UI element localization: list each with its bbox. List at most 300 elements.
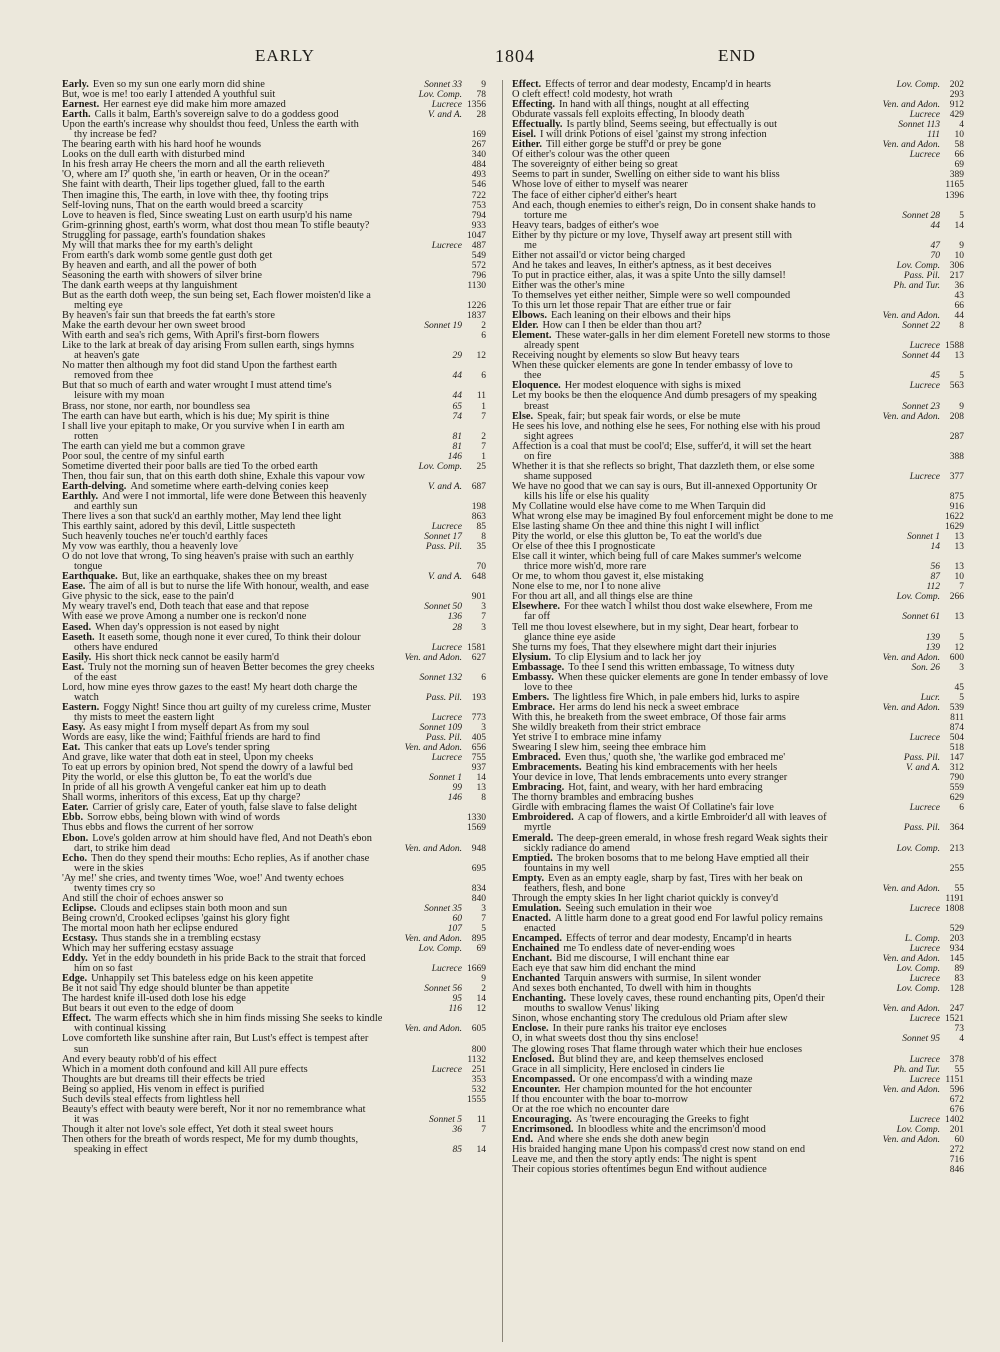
line-number: 55: [954, 1064, 964, 1075]
line-number: 55: [954, 883, 964, 894]
headword: Echo.: [62, 852, 88, 864]
line-number: 10: [954, 250, 964, 261]
source-reference: 44: [930, 220, 940, 231]
quotation-text: Or else of thee this I prognosticate: [512, 541, 656, 553]
quotation-text: of the east: [74, 671, 117, 683]
concordance-line: [512, 602, 960, 612]
line-number: 1191: [945, 893, 964, 904]
quotation-text: thy mists to meet the eastern light: [74, 711, 215, 723]
quotation-text: Obdurate vassals fell exploits effecting, In bloody death: [512, 109, 745, 121]
headword: Eisel.: [512, 129, 536, 141]
quotation-text: Foggy Night! Since thou art guilty of my cureless crime, Muster: [103, 701, 371, 713]
headword: Else.: [512, 410, 534, 422]
quotation-text: This canker that eats up Love's tender spring: [84, 742, 270, 754]
line-number: 755: [471, 753, 486, 764]
source-reference: 14: [930, 542, 940, 553]
source-reference: 139: [925, 642, 940, 653]
headword: Effect.: [512, 79, 542, 90]
quotation-text: Is partly blind, Seems seeing, but effectually is out: [566, 119, 777, 131]
line-number: 2: [481, 984, 486, 995]
source-reference: 44: [452, 391, 462, 402]
quotation-text: Like to the lark at break of day arising From sullen earth, sings hymns: [62, 340, 355, 352]
line-number: 2: [481, 321, 486, 332]
quotation-text: Though it alter not love's sole effect, Yet doth it steal sweet hours: [62, 1123, 334, 1135]
quotation-text: Truly not the morning sun of heaven Better becomes the grey cheeks: [88, 661, 375, 673]
concordance-line: [512, 442, 960, 452]
line-number: 484: [471, 160, 486, 171]
source-reference: Sonnet 23: [902, 401, 940, 412]
line-number: 7: [481, 1124, 486, 1135]
line-number: 378: [949, 1054, 964, 1065]
source-reference: Ven. and Adon.: [882, 954, 940, 965]
headword: Enchant.: [512, 953, 553, 965]
source-reference: Sonnet 1: [429, 773, 462, 784]
line-number: 9: [959, 401, 964, 412]
quotation-text: When these quicker elements are gone In tender embassy of love: [557, 671, 828, 683]
page-number: 1804: [495, 46, 535, 66]
line-number: 875: [949, 491, 964, 502]
source-reference: Lucrece: [909, 110, 940, 121]
quotation-text: And grave, like water that doth eat in steel, Upon my cheeks: [62, 752, 314, 764]
quotation-text: Till either gorge be stuff'd or prey be gone: [545, 139, 722, 151]
headword: East.: [62, 661, 85, 673]
quotation-text: Through the empty skies In her light chariot quickly is convey'd: [512, 892, 779, 904]
line-number: 518: [949, 743, 964, 754]
line-number: 1581: [467, 642, 486, 653]
line-number: 60: [954, 1134, 964, 1145]
source-reference: Lucrece: [431, 712, 462, 723]
headword: Encompassed.: [512, 1073, 576, 1085]
quotation-text: Which may her suffering ecstasy assuage: [62, 943, 234, 955]
line-number: 596: [949, 1084, 964, 1095]
quotation-text: Effects of terror and dear modesty, Encamp'd in hearts: [545, 79, 771, 90]
line-number: 405: [471, 733, 486, 744]
source-reference: Sonnet 44: [902, 351, 940, 362]
quotation-text: In hand with all things, nought at all effecting: [559, 99, 749, 111]
quotation-text: But bears it out even to the edge of doom: [62, 1003, 234, 1015]
headword: Embraced.: [512, 752, 561, 764]
source-reference: Lucrece: [909, 974, 940, 985]
quotation-text: Then, thou fair sun, that on this earth doth shine, Exhale this vapour vow: [62, 470, 366, 482]
source-reference: 28: [452, 622, 462, 633]
source-reference: Ven. and Adon.: [404, 1024, 462, 1035]
quotation-text: it was: [74, 1113, 99, 1125]
line-number: 388: [949, 451, 964, 462]
line-number: 1669: [467, 964, 486, 975]
line-number: 44: [954, 311, 964, 322]
line-number: 364: [949, 823, 964, 834]
quotation-text: Heavy tears, badges of either's woe: [512, 219, 659, 231]
source-reference: 70: [930, 250, 940, 261]
source-reference: Lucrece: [431, 1064, 462, 1075]
source-reference: Lucrece: [909, 803, 940, 814]
quotation-text: Either not assail'd or victor being charged: [512, 249, 686, 261]
quotation-text: Which in a moment doth confound and kill All pure effects: [62, 1063, 308, 1075]
running-head-right: END: [718, 46, 756, 65]
quotation-text: By heaven and earth, and all the power of both: [62, 259, 257, 271]
line-number: 1396: [945, 190, 964, 201]
concordance-line: [512, 914, 960, 924]
quotation-text: 'O, where am I?' quoth she, 'in earth or heaven, Or in the ocean?': [62, 169, 330, 181]
line-number: 201: [949, 1124, 964, 1135]
headword: Embracing.: [512, 782, 565, 794]
quotation-text: Love comforteth like sunshine after rain, But Lust's effect is tempest after: [62, 1033, 369, 1045]
line-number: 429: [949, 110, 964, 121]
line-number: 934: [949, 944, 964, 955]
line-number: 7: [481, 411, 486, 422]
source-reference: Lov. Comp.: [896, 984, 940, 995]
source-reference: Lov. Comp.: [418, 944, 462, 955]
source-reference: 146: [447, 793, 462, 804]
line-number: 266: [949, 592, 964, 603]
line-number: 3: [481, 723, 486, 733]
line-number: 10: [954, 130, 964, 141]
quotation-text: Seems to part in sunder, Swelling on either side to want his bliss: [512, 169, 780, 181]
quotation-text: Beating his kind embracements with her heels: [585, 762, 778, 774]
quotation-text: at heaven's gate: [74, 350, 140, 362]
line-number: 145: [949, 954, 964, 965]
line-number: 14: [954, 220, 964, 231]
quotation-text: thy increase be fed?: [74, 129, 157, 141]
line-number: 539: [949, 702, 964, 713]
quotation-text: love to thee: [524, 681, 573, 693]
line-number: 1047: [467, 230, 486, 241]
quotation-text: I shall live your epitaph to make, Or you survive when I in earth am: [62, 420, 345, 432]
quotation-text: Thoughts are but dreams till their effects be tried: [62, 1073, 265, 1085]
quotation-text: And were I not immortal, life were done Between this heavenly: [102, 490, 367, 502]
source-reference: Ven. and Adon.: [882, 1004, 940, 1015]
quotation-text: The broken bosoms that to me belong Have emptied all their: [556, 852, 809, 864]
quotation-text: My weary travel's end, Doth teach that ease and that repose: [62, 601, 309, 613]
line-number: 1521: [945, 1014, 964, 1025]
concordance-line: [62, 1034, 482, 1044]
line-number: 1569: [467, 823, 486, 834]
headword: Earthquake.: [62, 571, 118, 583]
headword: Easy.: [62, 722, 86, 733]
line-number: 78: [476, 90, 486, 101]
headword: Enacted.: [512, 912, 551, 924]
source-reference: Lucrece: [909, 150, 940, 161]
quotation-text: But as the earth doth weep, the sun being set, Each flower moisten'd like a: [62, 289, 371, 301]
quotation-text: Leave me, and then the story aptly ends: The night is spent: [512, 1154, 757, 1166]
quotation-text: He sees his love, and nothing else he sees, For nothing else with his proud: [512, 420, 821, 432]
quotation-text: Give physic to the sick, ease to the pain'd: [62, 591, 234, 603]
line-number: 11: [476, 1114, 486, 1125]
line-number: 846: [949, 1165, 964, 1176]
source-reference: Sonnet 22: [902, 321, 940, 332]
source-reference: Pass. Pil.: [425, 692, 462, 703]
headword: Embroidered.: [512, 812, 574, 824]
source-reference: Ven. and Adon.: [404, 933, 462, 944]
source-reference: Sonnet 132: [419, 672, 462, 683]
headword: Eclipse.: [62, 902, 97, 914]
source-reference: Ven. and Adon.: [882, 1134, 940, 1145]
quotation-text: Her modest eloquence with sighs is mixed: [564, 380, 741, 392]
quotation-text: fountains in my well: [524, 862, 610, 874]
line-number: 811: [950, 712, 964, 723]
quotation-text: Or one encompass'd with a winding maze: [579, 1073, 753, 1085]
quotation-text: And every beauty robb'd of his effect: [62, 1053, 217, 1065]
source-reference: 81: [452, 441, 462, 452]
quotation-text: rotten: [74, 430, 99, 442]
headword: Encamped.: [512, 932, 562, 944]
quotation-text: The sovereignty of either being so great: [512, 159, 678, 171]
source-reference: Son. 26: [911, 662, 940, 673]
line-number: 8: [959, 321, 964, 332]
headword: Elbows.: [512, 310, 547, 322]
quotation-text: As easy might I from myself depart As from my soul: [89, 722, 310, 733]
quotation-text: But that so much of earth and water wrought I must attend time's: [62, 380, 332, 392]
quotation-text: him on so fast: [74, 963, 133, 975]
source-reference: Pass. Pil.: [903, 823, 940, 834]
source-reference: Ven. and Adon.: [882, 702, 940, 713]
quotation-text: Poor soul, the centre of my sinful earth: [62, 450, 225, 462]
quotation-text: Sinon, whose enchanting story The credulous old Priam after slew: [512, 1013, 788, 1025]
source-reference: Sonnet 113: [898, 120, 940, 131]
quotation-text: With ease we prove Among a number one is reckon'd none: [62, 611, 307, 623]
line-number: 529: [949, 923, 964, 934]
quotation-text: With this, he breaketh from the sweet embrace, Of those fair arms: [512, 711, 786, 723]
quotation-text: As 'twere encouraging the Greeks to fight: [575, 1113, 750, 1125]
source-reference: 139: [925, 632, 940, 643]
concordance-line: [62, 291, 482, 301]
source-reference: Ven. and Adon.: [404, 743, 462, 754]
quotation-text: The thorny brambles and embracing bushes: [512, 792, 694, 804]
source-reference: Lucrece: [431, 964, 462, 975]
quotation-text: With earth and sea's rich gems, With April's first-born flowers: [62, 330, 320, 342]
headword: Enclose.: [512, 1023, 549, 1035]
quotation-text: thrice more wish'd, more rare: [524, 561, 647, 573]
source-reference: Lov. Comp.: [418, 461, 462, 472]
line-number: 5: [959, 210, 964, 221]
line-number: 9: [481, 974, 486, 985]
quotation-text: To clip Elysium and to lack her joy: [554, 651, 702, 663]
quotation-text: The earth can yield me but a common grave: [62, 440, 245, 452]
line-number: 1622: [945, 512, 964, 523]
source-reference: 87: [930, 572, 940, 583]
quotation-text: The earth can have but earth, which is his due; My spirit is thine: [62, 410, 330, 422]
source-reference: Lucrece: [909, 944, 940, 955]
source-reference: Pass. Pil.: [425, 542, 462, 553]
source-reference: Lucrece: [909, 381, 940, 392]
quotation-text: Even so my sun one early morn did shine: [92, 79, 265, 90]
concordance-line: [62, 1143, 486, 1155]
line-number: 128: [949, 984, 964, 995]
quotation-text: Seasoning the earth with showers of silver brine: [62, 269, 262, 281]
source-reference: Lucrece: [909, 1114, 940, 1125]
headword: Eased.: [62, 621, 92, 633]
quotation-text: Swearing I slew him, seeing thee embrace him: [512, 742, 706, 754]
quotation-text: kills his life or else his quality: [524, 490, 650, 502]
headword: Eater.: [62, 802, 89, 814]
quotation-text: leisure with my moan: [74, 390, 165, 402]
headword: Encounter.: [512, 1083, 561, 1095]
line-number: 563: [949, 381, 964, 392]
headword: Effecting.: [512, 99, 555, 111]
concordance-line: [512, 201, 960, 211]
quotation-text: on fire: [524, 450, 552, 462]
quotation-text: But blind they are, and keep themselves enclosed: [558, 1053, 764, 1065]
line-number: 217: [949, 270, 964, 281]
quotation-text: Then imagine this, The earth, in love with thee, thy footing trips: [62, 189, 329, 201]
source-reference: Sonnet 19: [424, 321, 462, 332]
line-number: 504: [949, 733, 964, 744]
source-reference: 99: [452, 783, 462, 794]
line-number: 1132: [467, 1054, 486, 1065]
line-number: 35: [476, 542, 486, 553]
line-number: 1: [481, 451, 486, 462]
line-number: 389: [949, 170, 964, 181]
line-number: 2: [481, 431, 486, 442]
headword: Easily.: [62, 651, 92, 663]
quotation-text: Either by thy picture or my love, Thyself away art present still with: [512, 229, 792, 241]
concordance-line: [62, 422, 482, 432]
source-reference: Ven. and Adon.: [404, 652, 462, 663]
quotation-text: Pity the world, or else this glutton be, To eat the world's due: [512, 531, 762, 543]
quotation-text: My Collatine would else have come to me When Tarquin did: [512, 500, 766, 512]
line-number: 6: [481, 331, 486, 342]
quotation-text: There lives a son that suck'd an earthly mother, May lend thee light: [62, 511, 342, 523]
quotation-text: These lovely caves, these round enchanting pits, Open'd their: [570, 993, 825, 1005]
quotation-text: Either was the other's mine: [512, 279, 625, 291]
line-number: 8: [481, 532, 486, 543]
quotation-text: Sorrow ebbs, being blown with wind of words: [87, 812, 280, 824]
source-reference: 47: [930, 240, 940, 251]
line-number: 5: [959, 371, 964, 382]
line-number: 7: [481, 913, 486, 924]
source-reference: Lov. Comp.: [896, 592, 940, 603]
line-number: 25: [476, 461, 486, 472]
source-reference: Lucrece: [431, 100, 462, 111]
source-reference: Pass. Pil.: [903, 753, 940, 764]
right-column: [512, 79, 964, 1176]
line-number: 13: [954, 351, 964, 362]
source-reference: Pass. Pil.: [903, 270, 940, 281]
quotation-text: dart, to strike him dead: [74, 842, 171, 854]
line-number: 293: [949, 90, 964, 101]
headword: Encouraging.: [512, 1113, 572, 1125]
quotation-text: The deep-green emerald, in whose fresh regard Weak sights their: [557, 832, 828, 844]
line-number: 7: [481, 612, 486, 623]
source-reference: L. Comp.: [904, 933, 940, 944]
concordance-line: [512, 813, 960, 823]
quotation-text: Being crown'd, Crooked eclipses 'gainst his glory fight: [62, 912, 290, 924]
headword: Ecstasy.: [62, 932, 98, 944]
source-reference: Lucrece: [909, 1054, 940, 1065]
quotation-text: melting eye: [74, 300, 123, 312]
quotation-text: Make the earth devour her own sweet brood: [62, 320, 246, 332]
headword: Earnest.: [62, 99, 100, 111]
line-number: 933: [471, 220, 486, 231]
source-reference: Ven. and Adon.: [404, 843, 462, 854]
source-reference: Sonnet 35: [424, 903, 462, 914]
line-number: 203: [949, 933, 964, 944]
quotation-text: To eat up errors by opinion bred, Not spend the dowry of a lawful bed: [62, 762, 354, 774]
line-number: 12: [476, 1004, 486, 1015]
concordance-line: [62, 683, 482, 693]
quotation-text: Tarquin answers with surmise, In silent wonder: [563, 973, 761, 985]
line-number: 1: [481, 401, 486, 412]
quotation-text: The mortal moon hath her eclipse endured: [62, 922, 239, 934]
line-number: 687: [471, 481, 486, 492]
quotation-text: How can I then be elder than thou art?: [542, 320, 702, 332]
quotation-text: Shall worms, inheritors of this excess, Eat up thy charge?: [62, 792, 301, 804]
quotation-text: Else lasting shame On thee and thine this night I will inflict: [512, 521, 760, 533]
quotation-text: She wildly breaketh from their strict embrace: [512, 722, 701, 733]
headword: Embrace.: [512, 701, 555, 713]
line-number: 306: [949, 260, 964, 271]
quotation-text: To themselves yet either neither, Simple were so well compounded: [512, 289, 791, 301]
source-reference: 44: [452, 371, 462, 382]
line-number: 672: [949, 1094, 964, 1105]
quotation-text: The face of either cipher'd either's heart: [512, 189, 677, 201]
line-number: 287: [949, 431, 964, 442]
line-number: 12: [476, 351, 486, 362]
source-reference: Ph. and Tur.: [893, 280, 940, 291]
line-number: 629: [949, 793, 964, 804]
quotation-text: Clouds and eclipses stain both moon and sun: [100, 902, 288, 914]
quotation-text: Affection is a coal that must be cool'd; Else, suffer'd, it will set the heart: [512, 440, 812, 452]
line-number: 874: [949, 723, 964, 733]
line-number: 85: [476, 522, 486, 533]
line-number: 532: [471, 1084, 486, 1095]
quotation-text: sight agrees: [524, 430, 574, 442]
quotation-text: Struggling for passage, earth's foundation shakes: [62, 229, 266, 241]
line-number: 1330: [467, 813, 486, 824]
quotation-text: Brass, nor stone, nor earth, nor boundless sea: [62, 400, 251, 412]
quotation-text: O cleft effect! cold modesty, hot wrath: [512, 89, 673, 101]
concordance-line: [512, 361, 960, 371]
source-reference: Sonnet 5: [429, 1114, 462, 1125]
concordance-line: [512, 231, 960, 241]
quotation-text: already spent: [524, 340, 580, 352]
quotation-text: But, like an earthquake, shakes thee on my breast: [121, 571, 328, 583]
headword: Elsewhere.: [512, 601, 561, 613]
quotation-text: Seeing such emulation in their woe: [565, 902, 712, 914]
quotation-text: When day's oppression is not eased by night: [95, 621, 280, 633]
headword: Enchained: [512, 943, 560, 955]
quotation-text: Effects of terror and dear modesty, Encamp'd in hearts: [565, 932, 792, 944]
quotation-text: And sexes both enchanted, To dwell with him in thoughts: [512, 983, 752, 995]
quotation-text: Even thus,' quoth she, 'the warlike god embraced me': [564, 752, 786, 764]
source-reference: Sonnet 95: [902, 1034, 940, 1045]
line-number: 1151: [945, 1074, 964, 1085]
source-reference: Ven. and Adon.: [882, 652, 940, 663]
line-number: 14: [476, 1144, 486, 1155]
source-reference: Lucrece: [431, 642, 462, 653]
line-number: 202: [949, 80, 964, 90]
quotation-text: Their copious stories oftentimes begun End without audience: [512, 1164, 767, 1176]
source-reference: Ven. and Adon.: [882, 883, 940, 894]
quotation-text: For thou art all, and all things else are thine: [512, 591, 693, 603]
quotation-text: O do not love that wrong, To sing heaven's praise with such an earthly: [62, 551, 354, 563]
headword: Eat.: [62, 742, 81, 754]
source-reference: Sonnet 33: [424, 80, 462, 90]
quotation-text: I will drink Potions of eisel 'gainst my strong infection: [539, 129, 767, 141]
quotation-text: Let my books be then the eloquence And dumb presagers of my speaking: [512, 390, 817, 402]
line-number: 193: [471, 692, 486, 703]
line-number: 9: [959, 240, 964, 251]
source-reference: Ven. and Adon.: [882, 100, 940, 111]
source-reference: Lucrece: [909, 341, 940, 352]
quotation-text: myrtle: [524, 822, 552, 834]
quotation-text: feathers, flesh, and bone: [524, 882, 626, 894]
quotation-text: The warm effects which she in him finds missing She seeks to kindle: [95, 1013, 383, 1025]
quotation-text: speaking in effect: [74, 1143, 148, 1155]
source-reference: 36: [452, 1124, 462, 1135]
quotation-text: Her champion mounted for the hot encounter: [564, 1083, 752, 1095]
line-number: 5: [481, 923, 486, 934]
